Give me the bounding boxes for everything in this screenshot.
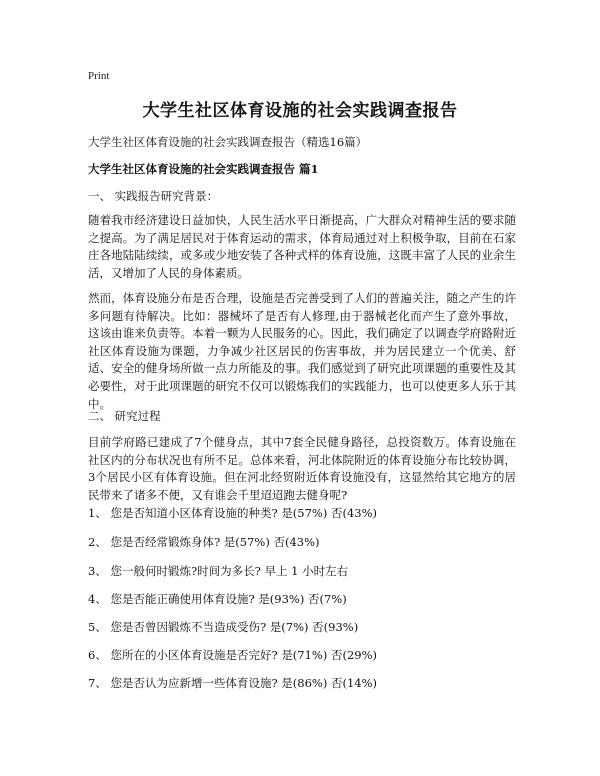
document-title: 大学生社区体育设施的社会实践调查报告 — [142, 101, 458, 121]
survey-question: 4、 您是否能正确使用体育设施? 是(93%) 否(7%) — [88, 592, 347, 606]
document-subtitle: 大学生社区体育设施的社会实践调查报告（精选16篇） — [88, 135, 368, 149]
heading-background: 一、 实践报告研究背景： — [88, 189, 219, 203]
survey-question: 3、 您一般何时锻炼?时间为多长? 早上 1 小时左右 — [88, 564, 349, 578]
heading-research-process: 二、 研究过程 — [88, 409, 161, 423]
paragraph-research-process: 目前学府路已建成了7个健身点，其中7套全民健身路径，总投资数万。体育设施在社区内的分布状况也有所不足。总体来看，河北体院附近的体育设施分布比较协调，3个居民小区有体育设施。但在河北经贸附近体育设施没有，这显然给其它地方的居民带来了诸多不便，又有谁会千里迢迢跑去健身呢? — [88, 435, 516, 502]
print-label: Print — [88, 70, 110, 82]
paragraph-background: 随着我市经济建设日益加快，人民生活水平日渐提高，广大群众对精神生活的要求随之提高。为了满足居民对于体育运动的需求，体育局通过对上积极争取，目前在石家庄各地陆陆续续，或多或少地安装了各种式样的体育设施，这既丰富了人民的业余生活，又增加了人民的身体素质。 — [88, 213, 516, 280]
survey-question: 2、 您是否经常锻炼身体? 是(57%) 否(43%) — [88, 535, 320, 549]
survey-question: 7、 您是否认为应新增一些体育设施? 是(86%) 否(14%) — [88, 676, 378, 690]
survey-question: 6、 您所在的小区体育设施是否完好? 是(71%) 否(29%) — [88, 648, 378, 662]
section-heading: 大学生社区体育设施的社会实践调查报告 篇1 — [88, 162, 319, 176]
paragraph-issues: 然而，体育设施分布是否合理，设施是否完善受到了人们的普遍关注，随之产生的许多问题有待解决。比如：器械坏了是否有人修理,由于器械老化而产生了意外事故，这该由谁来负责等。本着一颗为人民服务的心。因此，我们确定了以调查学府路附近社区体育设施为课题，力争减少社区居民的伤害事故，并为居民建立一个优美、舒适、安全的健身场所做一点力所能及的事。我们感觉到了研究此项课题的重要性及其必要性，对于此项课题的研究不仅可以锻炼我们的实践能力，也可以使更多人乐于其中。 — [88, 291, 516, 411]
survey-question: 1、 您是否知道小区体育设施的种类? 是(57%) 否(43%) — [88, 506, 378, 520]
survey-question: 5、 您是否曾因锻炼不当造成受伤? 是(7%) 否(93%) — [88, 620, 359, 634]
